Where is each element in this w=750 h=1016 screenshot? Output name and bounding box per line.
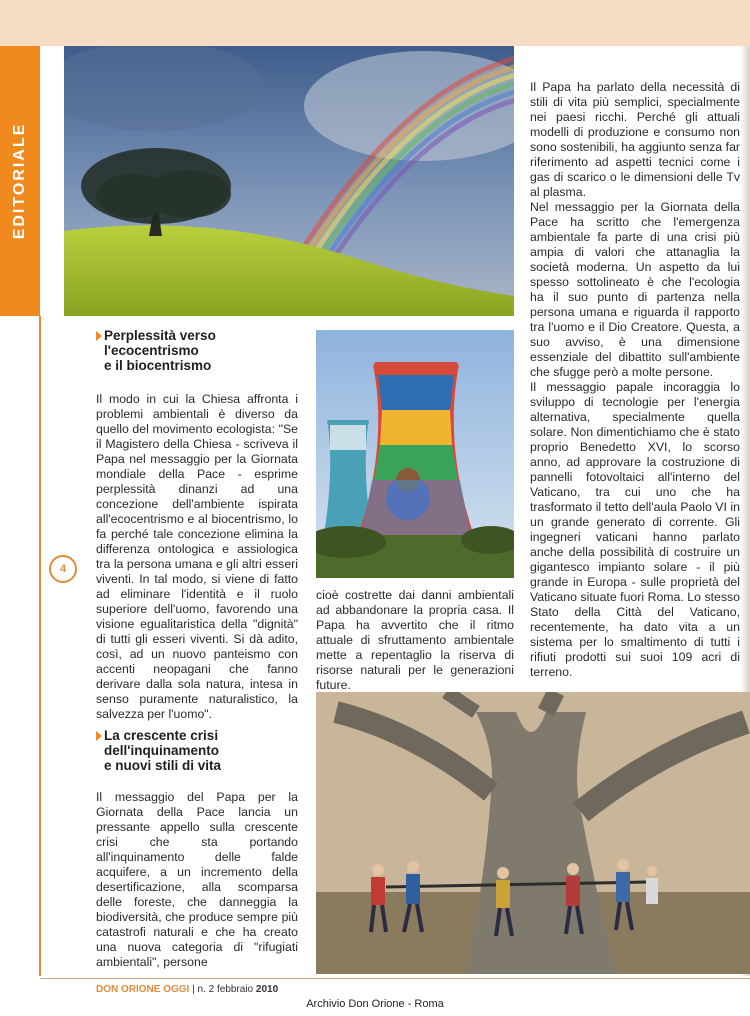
heading-ecocentrism bbox=[104, 328, 304, 373]
heading-arrow-icon bbox=[96, 331, 102, 341]
paragraph: Il Papa ha parlato della necessità di stili di vita più semplici, specialmente nei paesi ricchi. Perché gli attuali modelli di produzione e consumo non sono sostenibili, ha aggiunto senza far riferimento ad aspetti tecnici come i gas di scarico o le dimensioni delle Tv al plasma. bbox=[530, 80, 740, 199]
footer-separator: | bbox=[192, 984, 198, 995]
section-tab bbox=[0, 46, 40, 316]
paragraph: Nel messaggio per la Giornata della Pace ha scritto che l'emergenza ambientale fa parte di una crisi più ampia di valori che attanaglia la società moderna. Un aspetto da lui spesso sottolineato è che l'ecologia ha il suo punto di partenza nella persona umana e riguarda il rapporto tra l'uomo e il Dio Creatore. Questa, a suo avviso, è una dimensione essenziale del dibattito sull'ambiente che sfugge però a molte persone. bbox=[530, 200, 740, 379]
archive-caption: Archivio Don Orione - Roma bbox=[306, 998, 444, 1010]
heading-line: La crescente crisi bbox=[104, 728, 219, 743]
heading-arrow-icon bbox=[96, 731, 102, 741]
painted-cooling-towers-photo bbox=[316, 330, 514, 578]
footer-rule bbox=[40, 978, 750, 979]
paragraph: cioè costrette dai danni ambientali ad abbandonare la propria casa. Il Papa ha avvertito che il ritmo attuale di sfruttamento ambientale mette a repentaglio la riserva di risorse naturali per le generazioni future. bbox=[316, 588, 514, 692]
issue-info: n. 2 febbraio bbox=[197, 984, 254, 995]
paragraph: Il messaggio del Papa per la Giornata della Pace lancia un pressante appello sulla crescente crisi che sta portando all'inquinamento delle falde acquifere, a un incremento della desertificazione, alla scomparsa delle foreste, che danneggia la biodiversità, che produce sempre più catastrofi naturali e che ha creato una nuova categoria di "rifugiati ambientali", persone bbox=[96, 790, 298, 969]
page-number: 4 bbox=[49, 555, 77, 583]
paragraph: Il modo in cui la Chiesa affronta i problemi ambientali è diverso da quello del movimento ecologista: "Se il Magistero della Chiesa - scriveva il Papa nel messaggio per la Giornata mondiale della Pace - esprime perplessità dinanzi ad una concezione dell'ambiente ispirata all'ecocentrismo e al biocentrismo, lo fa perché tale concezione elimina la differenza ontologica e assiologica tra la persona umana e gli altri esseri viventi. In tal modo, si viene di fatto ad eliminare l'identità e il ruolo superiore dell'uomo, favorendo una visione egualitaristica della "dignità" di tutti gli esseri viventi. Si dà adito, così, ad un nuovo panteismo con accenti neopagani che fanno derivare dalla sola natura, intesa in senso puramente naturalistico, la salvezza per l'uomo". bbox=[96, 392, 298, 721]
issue-year: 2010 bbox=[255, 984, 279, 995]
children-around-tree-photo bbox=[316, 692, 750, 974]
paragraph: Il messaggio papale incoraggia lo sviluppo di tecnologie per l'energia alternativa, specialmente quella solare. Non dimentichiamo che è stato proprio Benedetto XVI, lo scorso anno, ad approvare la costruzione di pannelli fotovoltaici all'interno del Vaticano, tra cui uno che ha trasformato il tetto dell'aula Paolo VI in un grande generato di corrente. Gli ingegneri vaticani hanno parlato anche della possibilità di costruire un gigantesco impianto solare - il più grande in Europa - sulle proprietà del Vaticano situate fuori Roma. Lo stesso Stato della Città del Vaticano, recentemente, ha dato vita a un sistema per lo smaltimento di tutti i rifiuti prodotti sui suoi 109 acri di terreno. bbox=[530, 380, 740, 679]
magazine-name: DON ORIONE OGGI bbox=[96, 984, 190, 995]
article-left-column-2 bbox=[96, 790, 298, 970]
page-footer bbox=[96, 984, 278, 995]
article-mid-column bbox=[316, 588, 514, 693]
article-right-column bbox=[530, 80, 740, 680]
heading-line: l'ecocentrismo bbox=[104, 343, 199, 358]
page-edge-line bbox=[39, 316, 41, 976]
section-tab-label: EDITORIALE bbox=[11, 122, 28, 240]
heading-line: e il biocentrismo bbox=[104, 358, 212, 373]
heading-line: e nuovi stili di vita bbox=[104, 758, 222, 773]
top-band bbox=[0, 0, 750, 46]
article-left-column-1 bbox=[96, 392, 298, 722]
rainbow-landscape-photo bbox=[64, 46, 514, 316]
heading-line: Perplessità verso bbox=[104, 328, 216, 343]
heading-line: dell'inquinamento bbox=[104, 743, 219, 758]
heading-pollution-crisis bbox=[104, 728, 304, 773]
